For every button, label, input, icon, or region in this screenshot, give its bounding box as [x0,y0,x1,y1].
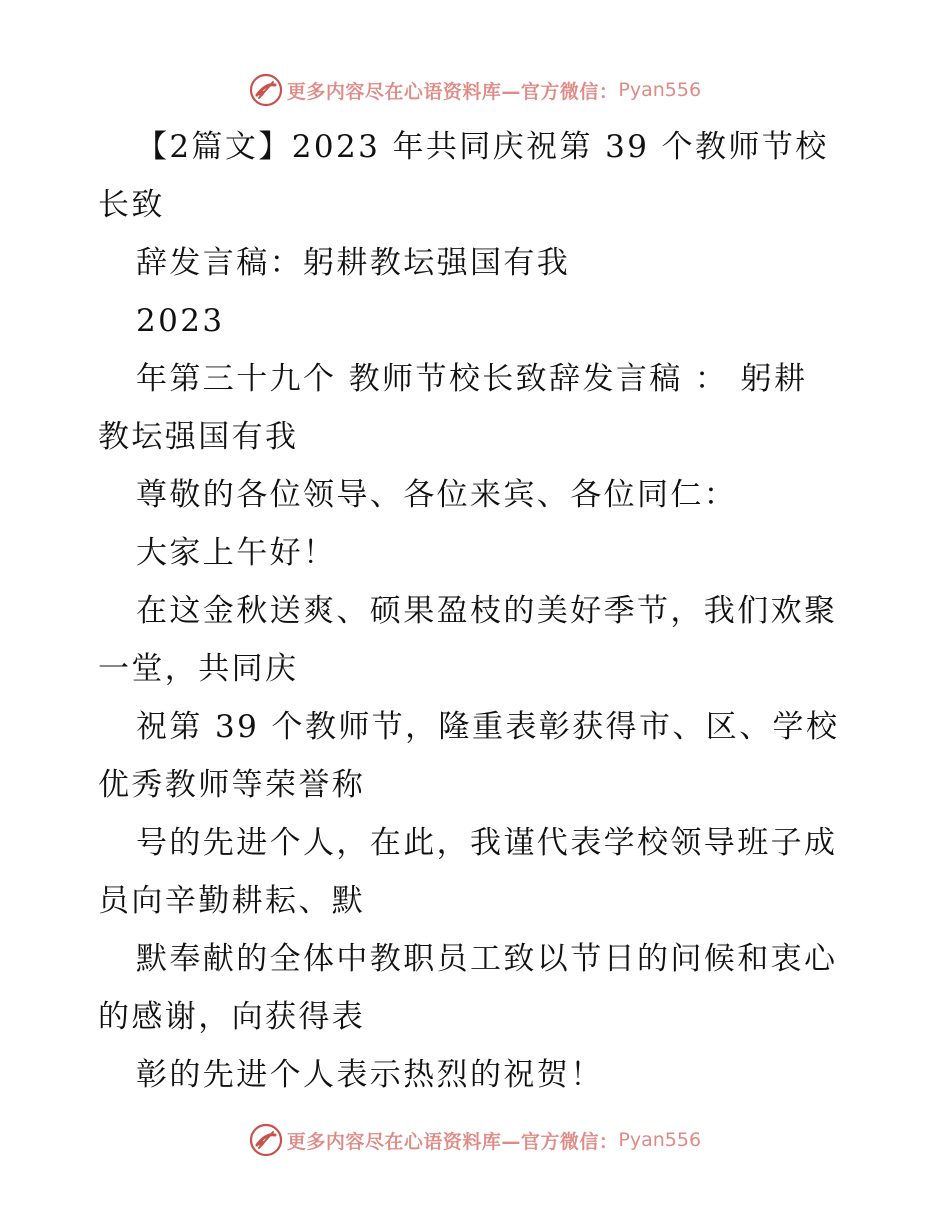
watermark-text: 更多内容尽在心语资料库—官方微信： [286,80,619,103]
scroll-quill-logo-icon [249,73,283,107]
text-line: 教坛强国有我 [98,419,299,455]
text-line: 2023 [136,303,225,339]
text-line: 彰的先进个人表示热烈的祝贺！ [136,1057,604,1093]
greeting-line: 大家上午好！ [136,535,337,571]
text-line: 优秀教师等荣誉称 [98,767,366,803]
footer-watermark-banner [0,1120,950,1160]
watermark-text: 更多内容尽在心语资料库—官方微信： [286,1130,619,1153]
text-line: 年第三十九个 教师节校长致辞发言稿 ： 躬耕 [136,361,808,397]
watermark-contact: Pyan556 [618,79,702,101]
scroll-quill-logo-icon [249,1123,283,1157]
text-line: 祝第 39 个教师节，隆重表彰获得市、区、学校 [136,709,840,745]
header-watermark-banner [0,70,950,110]
text-line: 默奉献的全体中教职员工致以节日的问候和衷心 [136,941,838,977]
watermark-contact: Pyan556 [618,1129,702,1151]
text-line: 在这金秋送爽、硕果盈枝的美好季节，我们欢聚 [136,593,838,629]
text-line: 员向辛勤耕耘、默 [98,883,366,919]
title-line-1: 【2篇文】2023 年共同庆祝第 39 个教师节校 [136,129,829,165]
text-line: 一堂，共同庆 [98,651,299,687]
text-line: 辞发言稿：躬耕教坛强国有我 [136,245,571,281]
salutation-line: 尊敬的各位领导、各位来宾、各位同仁： [136,477,738,513]
text-line: 号的先进个人，在此，我谨代表学校领导班子成 [136,825,838,861]
text-line: 的感谢，向获得表 [98,999,366,1035]
title-line-2: 长致 [98,187,165,223]
